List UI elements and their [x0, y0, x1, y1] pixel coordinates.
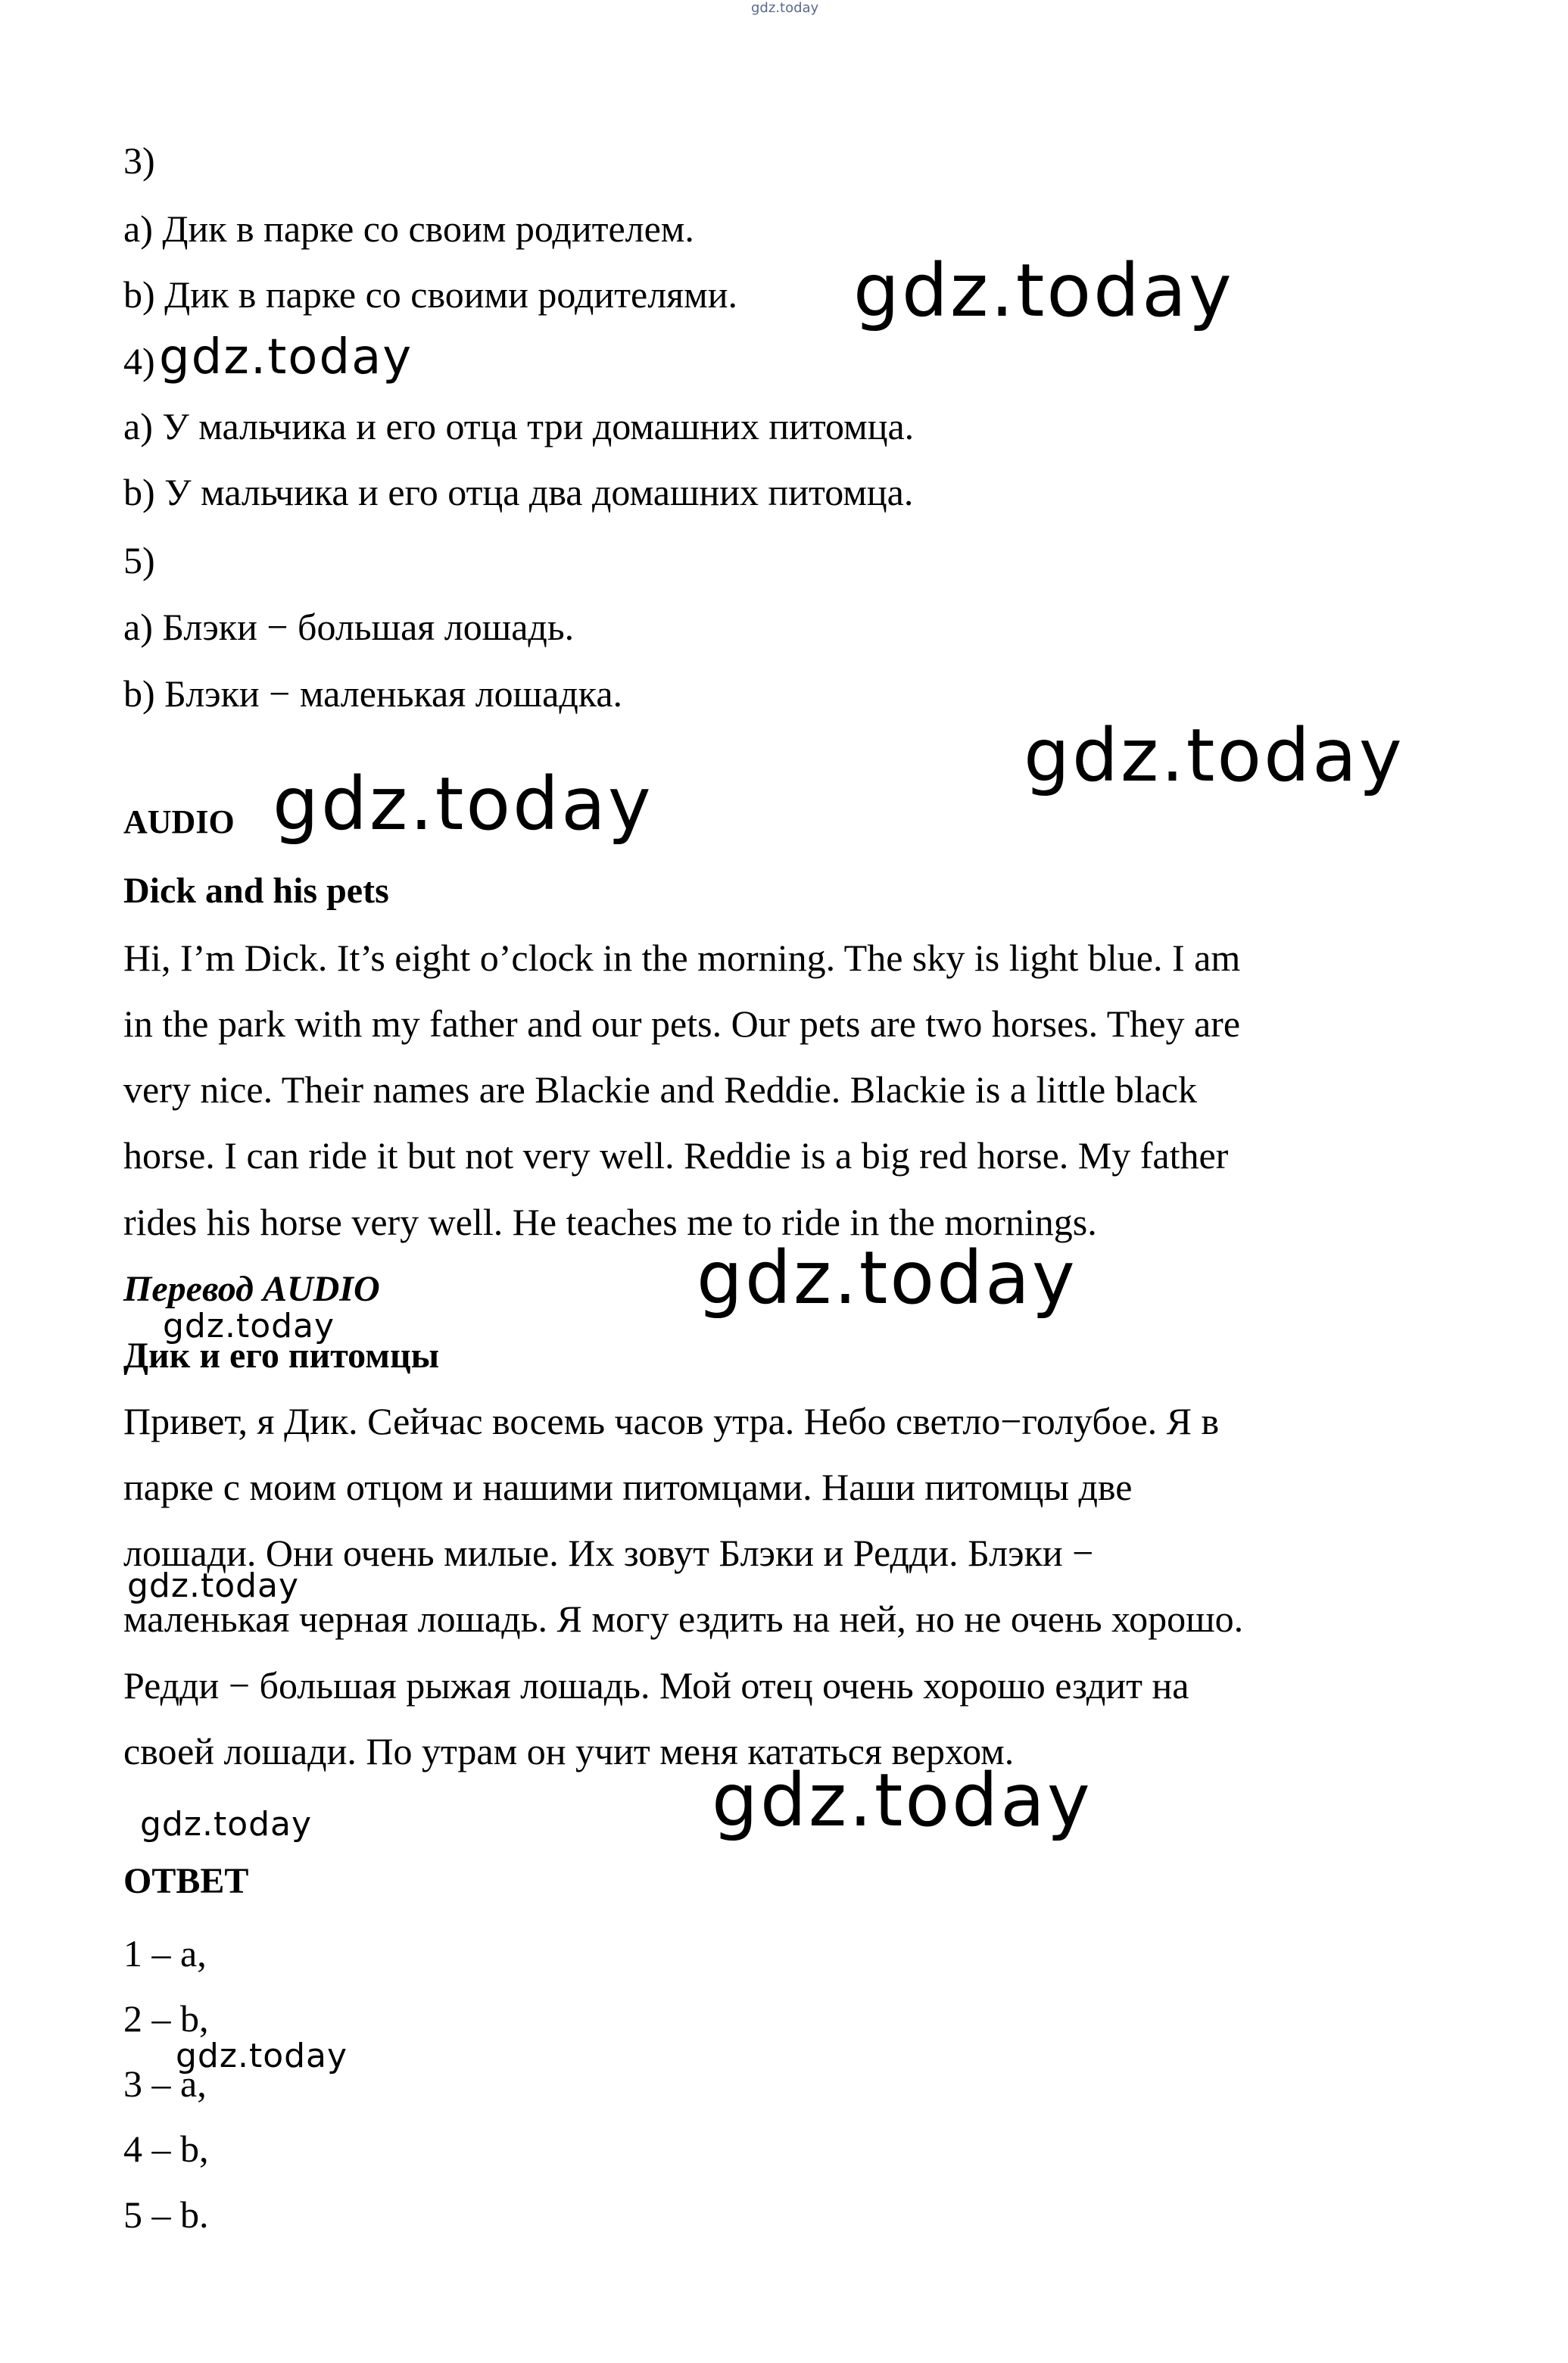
question-3-number: 3) — [123, 139, 155, 182]
answer-item: 4 – b, — [123, 2128, 209, 2170]
audio-heading: AUDIO — [123, 803, 235, 840]
question-3-option-a: a) Дик в парке со своим родителем. — [123, 207, 694, 250]
top-watermark: gdz.today — [751, 0, 819, 16]
answer-item: 5 – b. — [123, 2193, 209, 2236]
answer-item: 3 – a, — [123, 2062, 207, 2105]
answer-item: 2 – b, — [123, 1997, 209, 2040]
audio-line: rides his horse very well. He teaches me to ride in the mornings. — [123, 1201, 1097, 1243]
question-4-number: 4) — [123, 340, 155, 382]
translation-line: лошади. Они очень милые. Их зовут Блэки и Редди. Блэки − — [123, 1532, 1094, 1574]
question-5-number: 5) — [123, 539, 155, 581]
watermark: gdz.today — [127, 1567, 300, 1605]
answer-item: 1 – a, — [123, 1932, 207, 1975]
watermark: gdz.today — [159, 329, 413, 385]
audio-line: horse. I can ride it but not very well. Reddie is a big red horse. My father — [123, 1134, 1229, 1177]
watermark: gdz.today — [697, 1236, 1077, 1320]
translation-line: парке с моим отцом и нашими питомцами. Наши питомцы две — [123, 1466, 1133, 1508]
watermark: gdz.today — [140, 1805, 313, 1844]
translation-line: Привет, я Дик. Сейчас восемь часов утра. Небо светло−голубое. Я в — [123, 1400, 1220, 1442]
question-4-option-b: b) У мальчика и его отца два домашних питомца. — [123, 471, 914, 513]
audio-line: in the park with my father and our pets. Our pets are two horses. They are — [123, 1002, 1241, 1045]
audio-line: Hi, I’m Dick. It’s eight o’clock in the morning. The sky is light blue. I am — [123, 937, 1241, 979]
question-5-option-b: b) Блэки − маленькая лошадка. — [123, 672, 623, 715]
translation-line: своей лошади. По утрам он учит меня кататься верхом. — [123, 1730, 1015, 1772]
translation-line: Редди − большая рыжая лошадь. Мой отец очень хорошо ездит на — [123, 1664, 1189, 1707]
watermark: gdz.today — [273, 762, 653, 846]
translation-heading: Перевод AUDIO — [123, 1269, 380, 1309]
question-5-option-a: a) Блэки − большая лошадь. — [123, 606, 575, 648]
audio-title: Dick and his pets — [123, 871, 389, 911]
watermark: gdz.today — [712, 1758, 1093, 1843]
question-3-option-b: b) Дик в парке со своими родителями. — [123, 273, 738, 316]
audio-line: very nice. Their names are Blackie and Reddie. Blackie is a little black — [123, 1068, 1197, 1111]
translation-line: маленькая черная лошадь. Я могу ездить на ней, но не очень хорошо. — [123, 1598, 1244, 1640]
watermark: gdz.today — [853, 248, 1234, 333]
answer-heading: ОТВЕТ — [123, 1861, 249, 1901]
watermark: gdz.today — [163, 1307, 335, 1345]
translation-title: Дик и его питомцы — [123, 1336, 440, 1376]
question-4-option-a: a) У мальчика и его отца три домашних питомца. — [123, 405, 915, 447]
watermark: gdz.today — [1024, 713, 1404, 798]
watermark: gdz.today — [176, 2037, 348, 2075]
